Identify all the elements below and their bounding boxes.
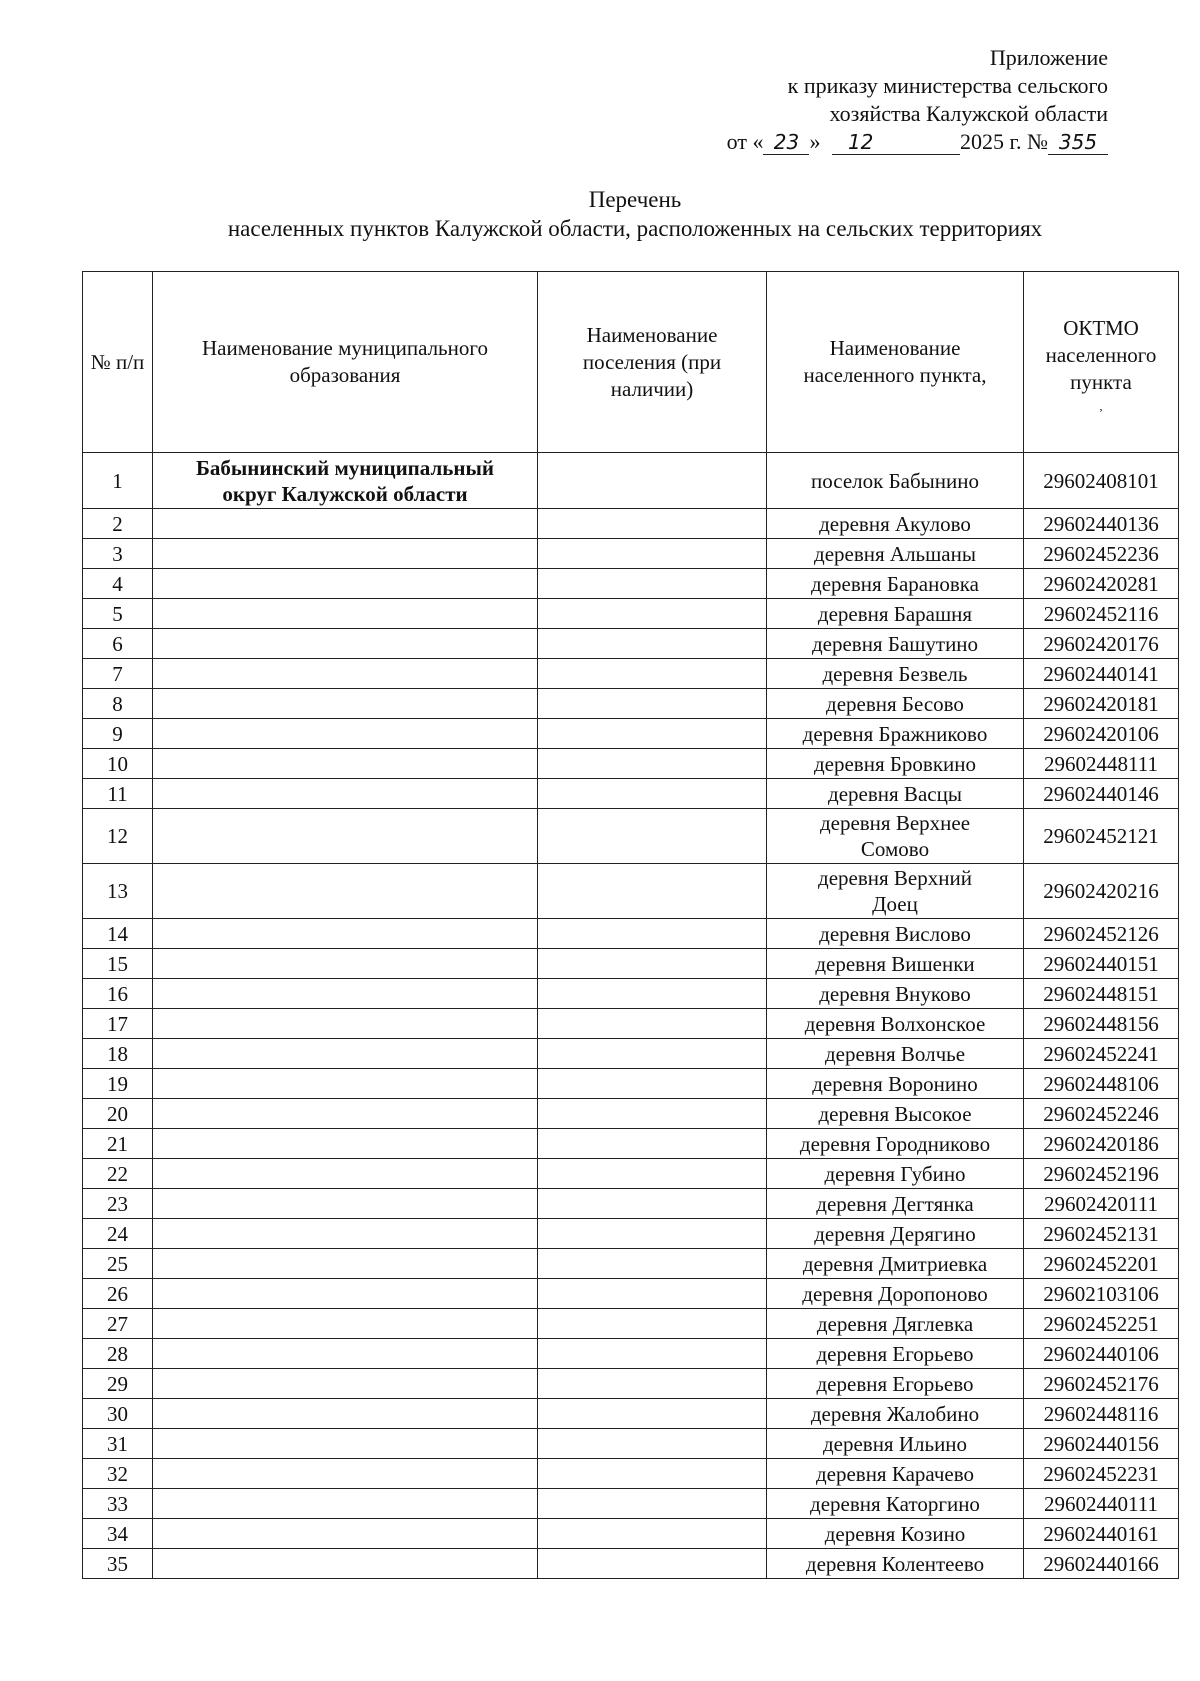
ministry-line: хозяйства Калужской области bbox=[829, 101, 1108, 126]
cell-municipality bbox=[153, 1369, 538, 1399]
date-mid: » bbox=[809, 129, 821, 154]
cell-num: 18 bbox=[83, 1039, 153, 1069]
cell-locality: деревня Волчье bbox=[767, 1039, 1024, 1069]
date-prefix: от « bbox=[726, 129, 764, 154]
cell-settlement bbox=[538, 1459, 767, 1489]
table-row bbox=[83, 1099, 1179, 1129]
table-row bbox=[83, 1369, 1179, 1399]
table-row bbox=[83, 539, 1179, 569]
cell-municipality bbox=[153, 949, 538, 979]
cell-oktmo: 29602452121 bbox=[1024, 809, 1179, 864]
cell-oktmo: 29602452126 bbox=[1024, 919, 1179, 949]
table-row bbox=[83, 1069, 1179, 1099]
appendix-label: Приложение bbox=[989, 45, 1108, 70]
table-row bbox=[83, 1129, 1179, 1159]
cell-num: 25 bbox=[83, 1249, 153, 1279]
table-row bbox=[83, 749, 1179, 779]
cell-oktmo: 29602452246 bbox=[1024, 1099, 1179, 1129]
cell-municipality bbox=[153, 599, 538, 629]
cell-settlement bbox=[538, 1399, 767, 1429]
cell-locality: деревня Высокое bbox=[767, 1099, 1024, 1129]
cell-locality: деревня Дерягино bbox=[767, 1219, 1024, 1249]
document-header bbox=[727, 44, 1108, 156]
cell-locality: деревня Дяглевка bbox=[767, 1309, 1024, 1339]
cell-oktmo: 29602452201 bbox=[1024, 1249, 1179, 1279]
cell-oktmo: 29602452231 bbox=[1024, 1459, 1179, 1489]
table-row bbox=[83, 1009, 1179, 1039]
table-row bbox=[83, 809, 1179, 864]
table-row bbox=[83, 1189, 1179, 1219]
table-row bbox=[83, 779, 1179, 809]
cell-locality: деревня Безвель bbox=[767, 659, 1024, 689]
cell-settlement bbox=[538, 509, 767, 539]
cell-oktmo: 29602440151 bbox=[1024, 949, 1179, 979]
cell-oktmo: 29602420111 bbox=[1024, 1189, 1179, 1219]
cell-municipality bbox=[153, 1459, 538, 1489]
table-row bbox=[83, 1219, 1179, 1249]
cell-settlement bbox=[538, 689, 767, 719]
cell-locality: деревня Бесово bbox=[767, 689, 1024, 719]
table-row bbox=[83, 864, 1179, 919]
cell-locality: поселок Бабынино bbox=[767, 453, 1024, 509]
cell-num: 11 bbox=[83, 779, 153, 809]
cell-num: 10 bbox=[83, 749, 153, 779]
cell-municipality bbox=[153, 919, 538, 949]
table-row bbox=[83, 1489, 1179, 1519]
document-title bbox=[0, 185, 1200, 243]
cell-oktmo: 29602420216 bbox=[1024, 864, 1179, 919]
table-row bbox=[83, 949, 1179, 979]
cell-locality: деревня Барановка bbox=[767, 569, 1024, 599]
cell-num: 35 bbox=[83, 1549, 153, 1579]
cell-locality: деревня Козино bbox=[767, 1519, 1024, 1549]
table-row bbox=[83, 1039, 1179, 1069]
table-row bbox=[83, 1249, 1179, 1279]
cell-num: 14 bbox=[83, 919, 153, 949]
cell-settlement bbox=[538, 599, 767, 629]
table-row bbox=[83, 719, 1179, 749]
cell-num: 13 bbox=[83, 864, 153, 919]
cell-settlement bbox=[538, 1339, 767, 1369]
cell-oktmo: 29602452251 bbox=[1024, 1309, 1179, 1339]
cell-settlement bbox=[538, 659, 767, 689]
cell-num: 23 bbox=[83, 1189, 153, 1219]
cell-settlement bbox=[538, 779, 767, 809]
cell-num: 6 bbox=[83, 629, 153, 659]
table-row bbox=[83, 1429, 1179, 1459]
cell-municipality bbox=[153, 864, 538, 919]
cell-municipality bbox=[153, 539, 538, 569]
cell-settlement bbox=[538, 569, 767, 599]
cell-municipality bbox=[153, 779, 538, 809]
header-settlement: Наименование поселения (при наличии) bbox=[538, 272, 767, 453]
title-line-1: Перечень bbox=[588, 187, 682, 212]
table-row bbox=[83, 689, 1179, 719]
cell-num: 27 bbox=[83, 1309, 153, 1339]
cell-oktmo: 29602448106 bbox=[1024, 1069, 1179, 1099]
cell-municipality bbox=[153, 1069, 538, 1099]
cell-locality: деревня Бровкино bbox=[767, 749, 1024, 779]
cell-num: 16 bbox=[83, 979, 153, 1009]
cell-oktmo: 29602408101 bbox=[1024, 453, 1179, 509]
cell-settlement bbox=[538, 629, 767, 659]
cell-municipality bbox=[153, 719, 538, 749]
cell-oktmo: 29602420106 bbox=[1024, 719, 1179, 749]
cell-locality: деревня Егорьево bbox=[767, 1369, 1024, 1399]
cell-municipality bbox=[153, 629, 538, 659]
table-row bbox=[83, 919, 1179, 949]
cell-municipality bbox=[153, 569, 538, 599]
cell-settlement bbox=[538, 1429, 767, 1459]
cell-settlement bbox=[538, 1519, 767, 1549]
cell-settlement bbox=[538, 719, 767, 749]
cell-oktmo: 29602440141 bbox=[1024, 659, 1179, 689]
cell-num: 30 bbox=[83, 1399, 153, 1429]
cell-municipality bbox=[153, 1339, 538, 1369]
cell-num: 20 bbox=[83, 1099, 153, 1129]
cell-locality: деревня Городниково bbox=[767, 1129, 1024, 1159]
cell-locality: деревня Верхнее Сомово bbox=[767, 809, 1024, 864]
table-row bbox=[83, 979, 1179, 1009]
table-row bbox=[83, 1549, 1179, 1579]
cell-locality: деревня Вислово bbox=[767, 919, 1024, 949]
cell-oktmo: 29602420181 bbox=[1024, 689, 1179, 719]
cell-num: 5 bbox=[83, 599, 153, 629]
cell-settlement bbox=[538, 1309, 767, 1339]
table-row bbox=[83, 659, 1179, 689]
cell-oktmo: 29602452196 bbox=[1024, 1159, 1179, 1189]
cell-municipality bbox=[153, 1519, 538, 1549]
cell-municipality bbox=[153, 1429, 538, 1459]
cell-num: 1 bbox=[83, 453, 153, 509]
cell-settlement bbox=[538, 979, 767, 1009]
order-month: 12 bbox=[832, 130, 960, 155]
table-row bbox=[83, 509, 1179, 539]
cell-locality: деревня Внуково bbox=[767, 979, 1024, 1009]
cell-num: 33 bbox=[83, 1489, 153, 1519]
cell-num: 29 bbox=[83, 1369, 153, 1399]
cell-settlement bbox=[538, 864, 767, 919]
cell-oktmo: 29602452236 bbox=[1024, 539, 1179, 569]
cell-municipality bbox=[153, 1099, 538, 1129]
cell-oktmo: 29602440106 bbox=[1024, 1339, 1179, 1369]
cell-oktmo: 29602103106 bbox=[1024, 1279, 1179, 1309]
cell-oktmo: 29602440166 bbox=[1024, 1549, 1179, 1579]
cell-oktmo: 29602440136 bbox=[1024, 509, 1179, 539]
table-row bbox=[83, 1279, 1179, 1309]
table-row bbox=[83, 1159, 1179, 1189]
cell-locality: деревня Жалобино bbox=[767, 1399, 1024, 1429]
cell-locality: деревня Вишенки bbox=[767, 949, 1024, 979]
cell-locality: деревня Карачево bbox=[767, 1459, 1024, 1489]
cell-municipality bbox=[153, 1309, 538, 1339]
table-row bbox=[83, 453, 1179, 509]
table-row bbox=[83, 1399, 1179, 1429]
cell-municipality bbox=[153, 979, 538, 1009]
cell-num: 34 bbox=[83, 1519, 153, 1549]
cell-municipality bbox=[153, 1159, 538, 1189]
header-locality: Наименование населенного пункта, bbox=[767, 272, 1024, 453]
cell-municipality bbox=[153, 1489, 538, 1519]
order-year-text: 2025 г. № bbox=[959, 129, 1048, 154]
cell-num: 8 bbox=[83, 689, 153, 719]
cell-locality: деревня Волхонское bbox=[767, 1009, 1024, 1039]
cell-municipality bbox=[153, 1219, 538, 1249]
cell-locality: деревня Акулово bbox=[767, 509, 1024, 539]
order-number: 355 bbox=[1048, 130, 1108, 155]
cell-settlement bbox=[538, 1549, 767, 1579]
table-row bbox=[83, 599, 1179, 629]
table-row bbox=[83, 1339, 1179, 1369]
cell-municipality bbox=[153, 1249, 538, 1279]
cell-num: 32 bbox=[83, 1459, 153, 1489]
cell-oktmo: 29602440156 bbox=[1024, 1429, 1179, 1459]
cell-locality: деревня Барашня bbox=[767, 599, 1024, 629]
cell-settlement bbox=[538, 1279, 767, 1309]
cell-num: 9 bbox=[83, 719, 153, 749]
table-header-row bbox=[83, 272, 1179, 453]
cell-settlement bbox=[538, 949, 767, 979]
header-num: № п/п bbox=[83, 272, 153, 453]
order-reference-line: к приказу министерства сельского bbox=[787, 73, 1108, 98]
cell-settlement bbox=[538, 1129, 767, 1159]
cell-municipality bbox=[153, 509, 538, 539]
cell-settlement bbox=[538, 1069, 767, 1099]
cell-locality: деревня Колентеево bbox=[767, 1549, 1024, 1579]
cell-locality: деревня Ильино bbox=[767, 1429, 1024, 1459]
cell-locality: деревня Дмитриевка bbox=[767, 1249, 1024, 1279]
cell-num: 2 bbox=[83, 509, 153, 539]
cell-locality: деревня Верхний Доец bbox=[767, 864, 1024, 919]
cell-municipality: Бабынинский муниципальный округ Калужской области bbox=[153, 453, 538, 509]
cell-municipality bbox=[153, 659, 538, 689]
cell-settlement bbox=[538, 809, 767, 864]
cell-oktmo: 29602448156 bbox=[1024, 1009, 1179, 1039]
cell-oktmo: 29602448151 bbox=[1024, 979, 1179, 1009]
cell-oktmo: 29602440111 bbox=[1024, 1489, 1179, 1519]
cell-locality: деревня Егорьево bbox=[767, 1339, 1024, 1369]
table-row bbox=[83, 629, 1179, 659]
table-row bbox=[83, 1519, 1179, 1549]
cell-num: 26 bbox=[83, 1279, 153, 1309]
order-day: 23 bbox=[763, 130, 809, 155]
cell-settlement bbox=[538, 453, 767, 509]
cell-settlement bbox=[538, 749, 767, 779]
header-municipality: Наименование муниципального образования bbox=[153, 272, 538, 453]
cell-num: 28 bbox=[83, 1339, 153, 1369]
cell-num: 3 bbox=[83, 539, 153, 569]
cell-settlement bbox=[538, 1489, 767, 1519]
cell-oktmo: 29602452176 bbox=[1024, 1369, 1179, 1399]
cell-settlement bbox=[538, 1159, 767, 1189]
cell-locality: деревня Бражниково bbox=[767, 719, 1024, 749]
cell-municipality bbox=[153, 1129, 538, 1159]
cell-municipality bbox=[153, 1399, 538, 1429]
cell-oktmo: 29602452131 bbox=[1024, 1219, 1179, 1249]
cell-settlement bbox=[538, 1219, 767, 1249]
cell-num: 21 bbox=[83, 1129, 153, 1159]
cell-locality: деревня Губино bbox=[767, 1159, 1024, 1189]
cell-municipality bbox=[153, 1189, 538, 1219]
cell-oktmo: 29602448116 bbox=[1024, 1399, 1179, 1429]
cell-municipality bbox=[153, 689, 538, 719]
cell-num: 17 bbox=[83, 1009, 153, 1039]
cell-settlement bbox=[538, 1009, 767, 1039]
cell-municipality bbox=[153, 1549, 538, 1579]
cell-num: 19 bbox=[83, 1069, 153, 1099]
cell-settlement bbox=[538, 1099, 767, 1129]
cell-oktmo: 29602420176 bbox=[1024, 629, 1179, 659]
table-body bbox=[83, 453, 1179, 1579]
cell-oktmo: 29602420186 bbox=[1024, 1129, 1179, 1159]
header-oktmo-text: ОКТМО населенного пункта bbox=[1045, 315, 1157, 394]
cell-oktmo: 29602448111 bbox=[1024, 749, 1179, 779]
title-line-2: населенных пунктов Калужской области, расположенных на сельских территориях bbox=[227, 216, 1043, 241]
cell-locality: деревня Доропоново bbox=[767, 1279, 1024, 1309]
localities-table bbox=[82, 271, 1179, 1579]
table-row bbox=[83, 569, 1179, 599]
cell-locality: деревня Дегтянка bbox=[767, 1189, 1024, 1219]
cell-num: 15 bbox=[83, 949, 153, 979]
cell-locality: деревня Каторгино bbox=[767, 1489, 1024, 1519]
cell-locality: деревня Васцы bbox=[767, 779, 1024, 809]
cell-num: 24 bbox=[83, 1219, 153, 1249]
cell-settlement bbox=[538, 1039, 767, 1069]
cell-locality: деревня Альшаны bbox=[767, 539, 1024, 569]
cell-num: 31 bbox=[83, 1429, 153, 1459]
cell-num: 12 bbox=[83, 809, 153, 864]
cell-locality: деревня Башутино bbox=[767, 629, 1024, 659]
cell-oktmo: 29602420281 bbox=[1024, 569, 1179, 599]
cell-municipality bbox=[153, 1039, 538, 1069]
cell-settlement bbox=[538, 919, 767, 949]
cell-num: 4 bbox=[83, 569, 153, 599]
cell-settlement bbox=[538, 1369, 767, 1399]
cell-oktmo: 29602440161 bbox=[1024, 1519, 1179, 1549]
cell-municipality bbox=[153, 1279, 538, 1309]
cell-settlement bbox=[538, 1189, 767, 1219]
order-date-line bbox=[727, 128, 1108, 156]
cell-oktmo: 29602452116 bbox=[1024, 599, 1179, 629]
table-row bbox=[83, 1459, 1179, 1489]
header-oktmo: ОКТМО населенного пункта , bbox=[1024, 272, 1179, 453]
cell-municipality bbox=[153, 749, 538, 779]
cell-settlement bbox=[538, 1249, 767, 1279]
cell-num: 22 bbox=[83, 1159, 153, 1189]
cell-municipality bbox=[153, 1009, 538, 1039]
cell-settlement bbox=[538, 539, 767, 569]
cell-oktmo: 29602440146 bbox=[1024, 779, 1179, 809]
cell-oktmo: 29602452241 bbox=[1024, 1039, 1179, 1069]
cell-num: 7 bbox=[83, 659, 153, 689]
cell-municipality bbox=[153, 809, 538, 864]
cell-locality: деревня Воронино bbox=[767, 1069, 1024, 1099]
table-row bbox=[83, 1309, 1179, 1339]
